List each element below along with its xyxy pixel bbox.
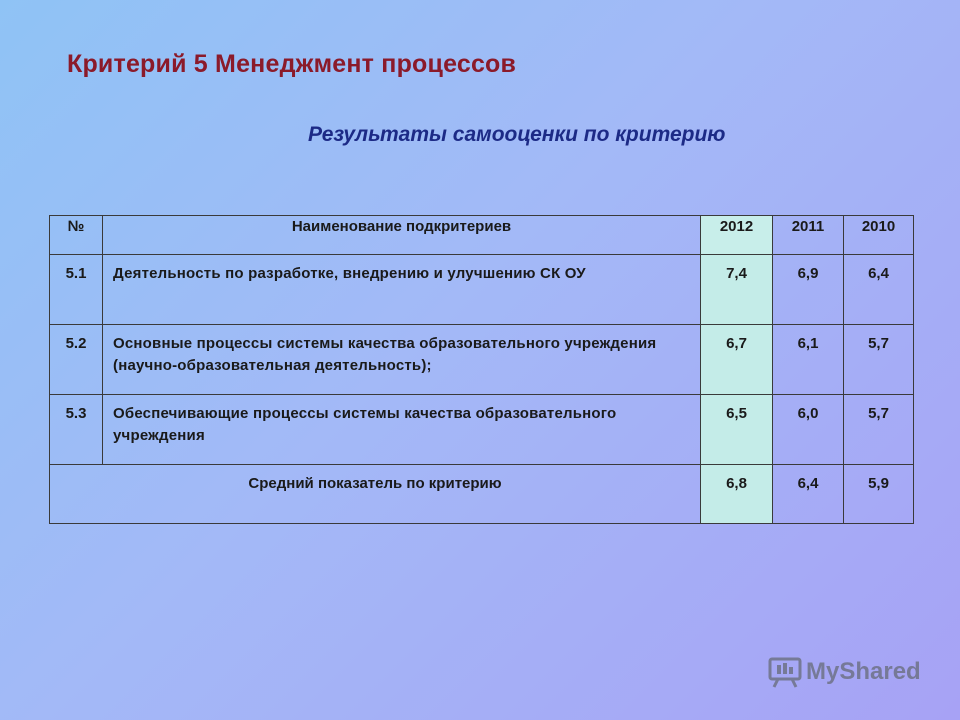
header-2011: 2011 xyxy=(773,216,844,255)
row-value-2011: 6,0 xyxy=(773,395,844,465)
slide-subtitle: Результаты самооценки по критерию xyxy=(308,123,726,146)
row-number: 5.3 xyxy=(50,395,103,465)
presentation-screen-icon xyxy=(768,656,802,688)
watermark-text: MyShared xyxy=(806,658,921,685)
average-value-2011: 6,4 xyxy=(773,465,844,524)
average-value-2012: 6,8 xyxy=(701,465,773,524)
header-name: Наименование подкритериев xyxy=(103,216,701,255)
header-2010: 2010 xyxy=(844,216,914,255)
row-value-2010: 5,7 xyxy=(844,395,914,465)
slide-title: Критерий 5 Менеджмент процессов xyxy=(67,50,517,78)
row-value-2012: 6,7 xyxy=(701,325,773,395)
row-name: Обеспечивающие процессы системы качества образовательного учреждения xyxy=(103,395,701,465)
row-number: 5.1 xyxy=(50,255,103,325)
row-name: Деятельность по разработке, внедрению и улучшению СК ОУ xyxy=(103,255,701,325)
row-value-2012: 7,4 xyxy=(701,255,773,325)
row-name: Основные процессы системы качества образовательного учреждения (научно-образовательная деятельность); xyxy=(103,325,701,395)
average-row xyxy=(50,465,914,524)
table-row xyxy=(50,325,914,395)
row-value-2010: 5,7 xyxy=(844,325,914,395)
row-value-2010: 6,4 xyxy=(844,255,914,325)
average-label: Средний показатель по критерию xyxy=(50,465,701,524)
row-value-2011: 6,9 xyxy=(773,255,844,325)
table-row xyxy=(50,255,914,325)
criteria-table xyxy=(49,215,914,524)
header-number: № xyxy=(50,216,103,255)
row-value-2012: 6,5 xyxy=(701,395,773,465)
watermark xyxy=(768,656,921,688)
row-value-2011: 6,1 xyxy=(773,325,844,395)
table-header-row xyxy=(50,216,914,255)
average-value-2010: 5,9 xyxy=(844,465,914,524)
table-row xyxy=(50,395,914,465)
header-2012: 2012 xyxy=(701,216,773,255)
row-number: 5.2 xyxy=(50,325,103,395)
